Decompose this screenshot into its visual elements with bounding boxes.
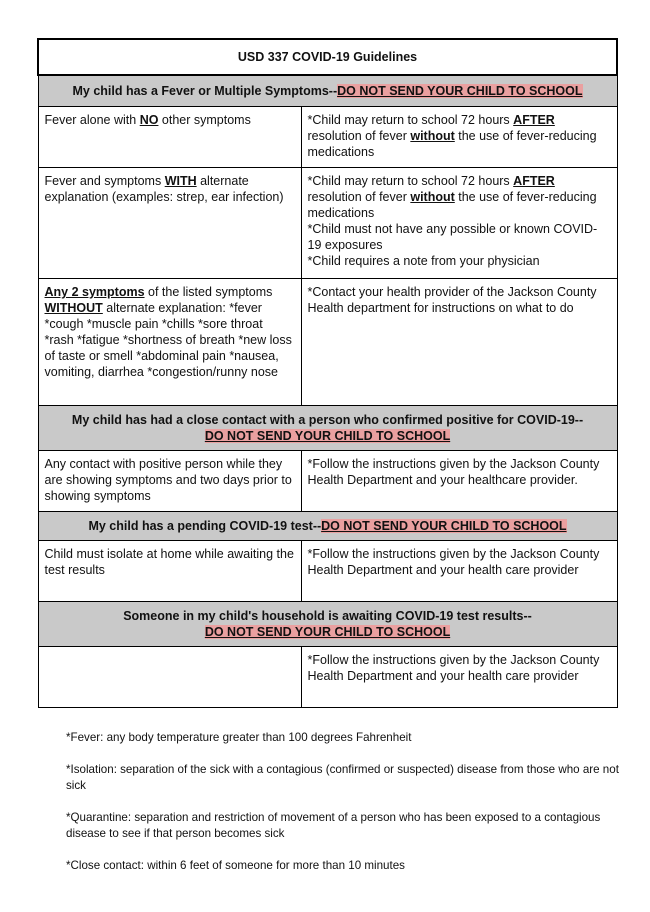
instruction-cell (301, 541, 617, 602)
definitions-notes (66, 730, 628, 890)
condition-cell (38, 107, 301, 168)
instruction-cell (301, 279, 617, 406)
text: Fever and symptoms (44, 174, 165, 188)
note-quarantine: *Quarantine: separation and restriction of movement of a person who has been exposed to a contagious disease to see if that person becomes sick (66, 811, 601, 840)
text: resolution of fever (307, 190, 411, 204)
do-not-send-warning: DO NOT SEND YOUR CHILD TO SCHOOL (337, 84, 583, 98)
section-heading-row (38, 75, 617, 107)
instruction-cell (301, 168, 617, 279)
table-row (38, 168, 617, 279)
emphasis-text: AFTER (513, 174, 555, 188)
do-not-send-warning: DO NOT SEND YOUR CHILD TO SCHOOL (321, 519, 567, 533)
guidelines-table (37, 38, 618, 708)
text: *Child requires a note from your physician (307, 254, 540, 268)
text: *Follow the instructions given by the Jackson County Health Department and your health care provider (307, 547, 600, 577)
section-heading-row (38, 602, 617, 647)
emphasis-text: without (410, 129, 455, 143)
instruction-cell (301, 647, 617, 708)
table-row (38, 647, 617, 708)
section-heading-fever (38, 75, 617, 107)
text: *Child must not have any possible or known COVID-19 exposures (307, 222, 598, 252)
text: alternate explanation: *fever *cough *muscle pain *chills *sore throat *rash *fatigue *shortness of breath *new loss of taste or smell *abdominal pain *nausea, vomiting, diarrhea *congestion/runny nose (44, 301, 292, 379)
text: *Child may return to school 72 hours (307, 113, 514, 127)
text: Fever alone with (44, 113, 140, 127)
condition-cell (38, 168, 301, 279)
text: alternate explanation (examples: strep, ear infection) (44, 174, 284, 204)
text: *Follow the instructions given by the Jackson County Health Department and your health care provider (307, 653, 600, 683)
text: of the listed symptoms (144, 285, 273, 299)
text: Child must isolate at home while awaiting the test results (44, 547, 294, 577)
text: *Contact your health provider of the Jackson County Health department for instructions on what to do (307, 285, 597, 315)
title-row (38, 39, 617, 75)
emphasis-text: NO (139, 113, 159, 127)
emphasis-text: WITHOUT (44, 301, 103, 315)
emphasis-text: without (410, 190, 455, 204)
section-heading-row (38, 406, 617, 451)
emphasis-text: WITH (164, 174, 197, 188)
section-heading-text: My child has had a close contact with a person who confirmed positive for COVID-19-- (71, 413, 584, 427)
section-heading-text: Someone in my child's household is awaiting COVID-19 test results-- (123, 609, 532, 623)
text: Any contact with positive person while they are showing symptoms and two days prior to showing symptoms (44, 457, 292, 503)
section-heading-household (38, 602, 617, 647)
section-heading-pending-test (38, 512, 617, 541)
note-isolation: *Isolation: separation of the sick with a contagious (confirmed or suspected) disease from those who are not sick (66, 763, 619, 792)
text: other symptoms (158, 113, 251, 127)
note-fever: *Fever: any body temperature greater than 100 degrees Fahrenheit (66, 731, 412, 744)
document-title: USD 337 COVID-19 Guidelines (38, 39, 617, 75)
table-row (38, 451, 617, 512)
section-heading-close-contact (38, 406, 617, 451)
table-row (38, 541, 617, 602)
condition-cell (38, 647, 301, 708)
emphasis-text: AFTER (513, 113, 555, 127)
table-row (38, 279, 617, 406)
text: the use of fever-reducing medications (307, 129, 597, 159)
section-heading-text: My child has a pending COVID-19 test-- (88, 519, 322, 533)
condition-cell (38, 279, 301, 406)
table-row (38, 107, 617, 168)
instruction-cell (301, 451, 617, 512)
note-close-contact: *Close contact: within 6 feet of someone for more than 10 minutes (66, 859, 405, 872)
text: *Child may return to school 72 hours (307, 174, 514, 188)
condition-cell (38, 541, 301, 602)
text: *Follow the instructions given by the Jackson County Health Department and your healthcare provider. (307, 457, 600, 487)
instruction-cell (301, 107, 617, 168)
emphasis-text: Any 2 symptoms (44, 285, 145, 299)
do-not-send-warning: DO NOT SEND YOUR CHILD TO SCHOOL (204, 625, 451, 639)
text: the use of fever-reducing medications (307, 190, 597, 220)
section-heading-row (38, 512, 617, 541)
do-not-send-warning: DO NOT SEND YOUR CHILD TO SCHOOL (204, 429, 451, 443)
section-heading-text: My child has a Fever or Multiple Symptoms-- (72, 84, 338, 98)
text: resolution of fever (307, 129, 411, 143)
condition-cell (38, 451, 301, 512)
